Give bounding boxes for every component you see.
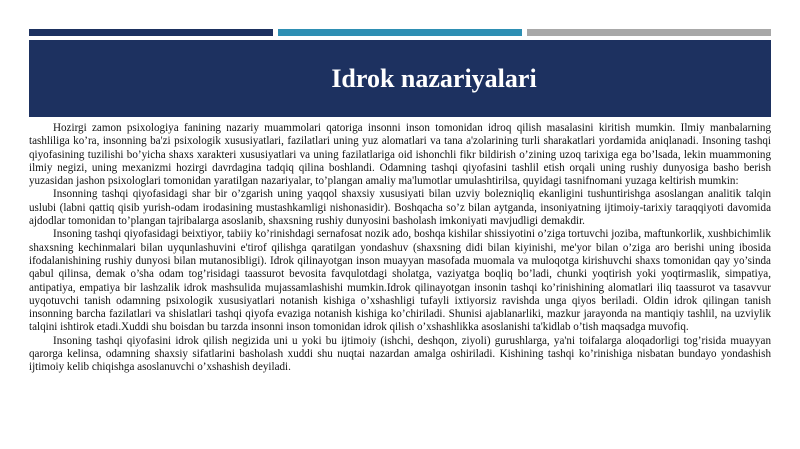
body-paragraph-1: Hozirgi zamon psixologiya fanining nazariy muammolari qatoriga insonni inson tomonidan idroq qilish masalasini kiritish mumkin. Ilmiy manbalarning tashliliga ko’ra, insonning ba'zi psixologik xususiyatlari, fazilatlari uning yuz alomatlari va tana a'zolarining turli sharakatlari yordamida aniqlanadi. Insoning tashqi qiyofasining tuzilishi bo’yicha shaxs xarakteri xususiyatlari va uning fazilatlariga oid ishonchli fikr bildirish o’zining uzoq tarixiga ega bo’lsada, lekin muammoning ilmiy negizi, uning mexanizmi hozirgi davrdagina tadqiq qilina boshlandi. Odamning tashqi qiyofasini tashlil etish orqali uning rushiy dunyosiga basho berish yuzasidan jashon psixologlari tomonidan yaratilgan nazariyalar, to’plangan amaliy ma'lumotlar umulashtirilsa, quyidagi tasnifnomani yuzaga keltirish mumkin:: [29, 122, 771, 188]
accent-bar-navy: [29, 29, 273, 36]
slide-body: [29, 122, 771, 375]
title-banner: [29, 40, 771, 117]
body-paragraph-2: Insonning tashqi qiyofasidagi shar bir o’zgarish uning yaqqol shaxsiy xususiyati bilan uzviy bolezniqliq ekanligini tushuntirishga asoslangan analitik talqin uslubi (labni qattiq qisib yurish-odam irodasining mustashkamligi nishonasidir). Boshqacha so’z bilan aytganda, insoniyatning ijtimoiy-tarixiy taraqqiyoti davomida ajdodlar tomonidan to’plangan tajribalarga asoslanib, shaxsning rushiy dunyosini basholash imkoniyati mavjudligi demakdir.: [29, 188, 771, 228]
body-paragraph-3: Insoning tashqi qiyofasidagi beixtiyor, tabiiy ko’rinishdagi sernafosat nozik ado, boshqa kishilar shissiyotini o’ziga tortuvchi joziba, maftunkorlik, xushbichimlik shaxsning kechinmalari bilan uyqunlashuvini e'tirof qilishga qaratilgan yondashuv (shaxsning didi bilan kiyinishi, me'yor bilan o’ziga aro berishi uning ibosida ifodalanishining rushiy dunyosi bilan mutanosibligi). Idrok qilinayotgan inson muayyan masofada muomala va muloqotga kirishuvchi shaxs tomonidan qay yo’sinda qabul qilinsa, demak o’sha odam tog’risidagi taassurot bevosita favqulotdagi sholatga, vaziyatga boqliq bo’ladi, chunki yoqtirish yoki yoqtirmaslik, simpatiya, antipatiya, empatiya bir lashzalik idrok mashsulida mujassamlashishi mumkin.Idrok qilinayotgan insonin tashqi ko’rinishining alomatlari iliq taassurot va tasavvur uyqotuvchi tanish odamning psixologik xususiyatlari notanish kishiga o’xshashligi tufayli ixtiyorsiz ravishda unga qiyos beriladi. Oldin idrok qilingan tanish insonning barcha fazilatlari va shislatlari tashqi qiyofa evaziga notanish kishiga ko’chiriladi. Shunisi ajablanarliki, mazkur jarayonda na mantiqiy tashlil, na uzviylik talqini ishtirok etadi.Xuddi shu boisdan bu tarzda insonni inson tomonidan idrok qilish o’xshashlikka asoslanishi ta'kidlab o’tish maqsadga muvofiq.: [29, 228, 771, 334]
body-paragraph-4: Insoning tashqi qiyofasini idrok qilish negizida uni u yoki bu ijtimoiy (ishchi, deshqon, ziyoli) gurushlarga, ya'ni toifalarga aloqadorligi tog’risida muayyan qarorga kelinsa, odamning shaxsiy sifatlarini basholash xuddi shu nuqtai nazardan amalga oshiriladi. Kishining tashqi ko’rinishiga nisbatan bundayo yondashish ijtimoiy kelib chiqishga asoslanuvchi o’xshashish deyiladi.: [29, 334, 771, 374]
slide-title: Idrok nazariyalari: [331, 63, 537, 93]
accent-bar-teal: [278, 29, 522, 36]
top-accent-bars: [29, 29, 771, 36]
accent-bar-gray: [527, 29, 771, 36]
